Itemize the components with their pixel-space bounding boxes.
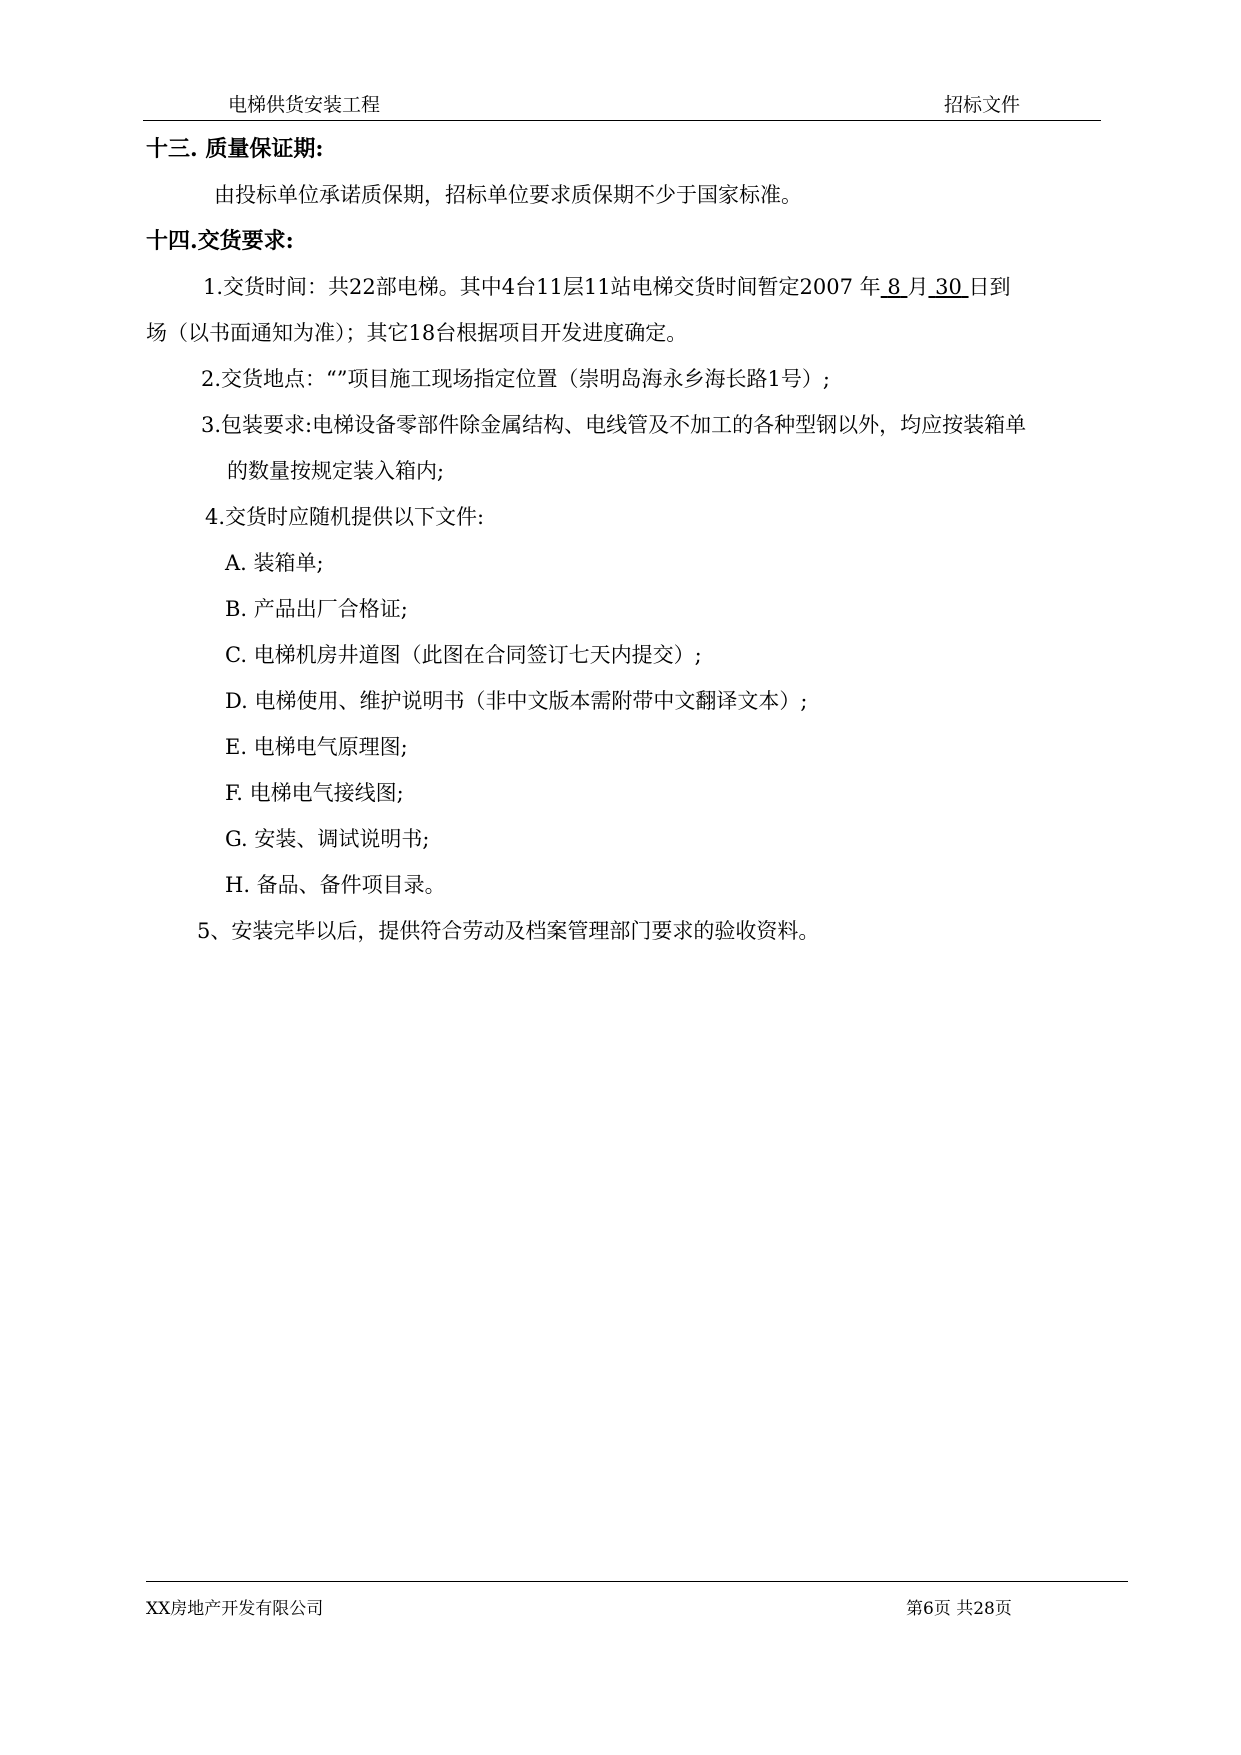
doc-list-item: C. 电梯机房井道图（此图在合同签订七天内提交）; — [225, 643, 702, 667]
doc-list-item: A. 装箱单; — [225, 551, 324, 575]
item-1-suffix: 日到 — [968, 275, 1011, 299]
item-2: 2.交货地点：“”项目施工现场指定位置（崇明岛海永乡海长路1号）; — [201, 367, 830, 391]
header-divider — [143, 120, 1101, 121]
item-3-line-1: 3.包装要求:电梯设备零部件除金属结构、电线管及不加工的各种型钢以外，均应按装箱单 — [201, 413, 1027, 437]
footer-company: XX房地产开发有限公司 — [146, 1599, 324, 1619]
item-5: 5、安装完毕以后，提供符合劳动及档案管理部门要求的验收资料。 — [197, 919, 820, 943]
section-13-heading: 十三. 质量保证期: — [146, 136, 324, 162]
item-3-line-2: 的数量按规定装入箱内; — [227, 459, 445, 483]
item-1-prefix: 1.交货时间：共22部电梯。其中4台11层11站电梯交货时间暂定2007 年 — [203, 275, 881, 299]
doc-list-item: E. 电梯电气原理图; — [225, 735, 408, 759]
section-13-text: 由投标单位承诺质保期，招标单位要求质保期不少于国家标准。 — [214, 183, 802, 207]
doc-list-item: B. 产品出厂合格证; — [225, 597, 408, 621]
item-1-line-2: 场（以书面通知为准）；其它18台根据项目开发进度确定。 — [146, 321, 688, 345]
item-1-line-1 — [203, 272, 1011, 302]
header-project-title: 电梯供货安装工程 — [228, 94, 381, 116]
doc-list-item: F. 电梯电气接线图; — [225, 781, 404, 805]
doc-list-item: G. 安装、调试说明书; — [225, 827, 430, 851]
delivery-month: 8 — [887, 275, 901, 299]
item-4: 4.交货时应随机提供以下文件: — [205, 505, 485, 529]
header-document-type: 招标文件 — [944, 94, 1021, 116]
footer-divider — [146, 1581, 1128, 1582]
footer-page-number: 第6页 共28页 — [906, 1599, 1012, 1619]
doc-list-item: H. 备品、备件项目录。 — [225, 873, 446, 897]
section-14-heading: 十四.交货要求: — [146, 228, 294, 254]
delivery-day: 30 — [935, 275, 962, 299]
doc-list-item: D. 电梯使用、维护说明书（非中文版本需附带中文翻译文本）; — [225, 689, 808, 713]
month-unit: 月 — [907, 275, 929, 299]
